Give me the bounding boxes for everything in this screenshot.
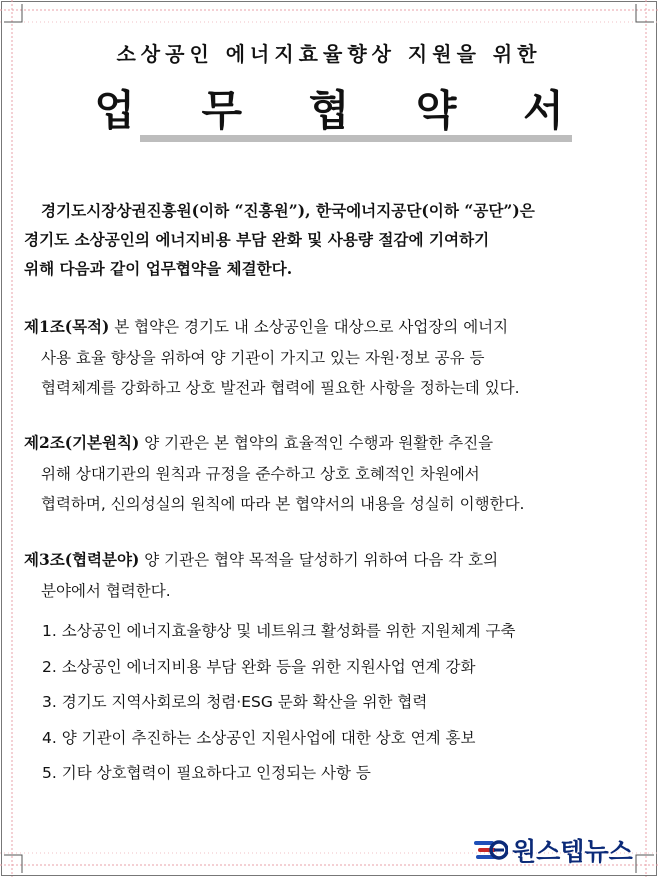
article-1 — [24, 312, 638, 404]
document-subtitle: 소상공인 에너지효율향상 지원을 위한 — [116, 42, 542, 66]
article-1-text-start: 본 협약은 경기도 내 소상공인을 대상으로 사업장의 에너지 — [109, 318, 509, 336]
cooperation-item-list — [42, 614, 642, 792]
cooperation-item-5: 5. 기타 상호협력이 필요하다고 인정되는 사항 등 — [42, 764, 371, 782]
speed-lines-icon — [474, 836, 508, 864]
news-watermark-logo — [474, 832, 644, 868]
article-2-text-start: 양 기관은 본 협약의 효율적인 수행과 원활한 추진을 — [139, 434, 494, 452]
intro-line-1: 경기도시장상권진흥원(이하 “진흥원”), 한국에너지공단(이하 “공단”)은 — [41, 201, 535, 220]
article-2-first-line — [24, 428, 638, 459]
intro-line-3: 위해 다음과 같이 업무협약을 체결한다. — [24, 259, 293, 278]
article-3 — [24, 545, 638, 606]
article-1-line-3: 협력체계를 강화하고 상호 발전과 협력에 필요한 사항을 정하는데 있다. — [41, 379, 520, 397]
watermark-text: 원스텝뉴스 — [512, 837, 633, 866]
article-2-line-2: 위해 상대기관의 원칙과 규정을 준수하고 상호 호혜적인 차원에서 — [41, 464, 480, 483]
article-3-line-2: 분야에서 협력한다. — [41, 581, 171, 600]
intro-line-2: 경기도 소상공인의 에너지비용 부담 완화 및 사용량 절감에 기여하기 — [24, 230, 490, 249]
article-2-line-3: 협력하며, 신의성실의 원칙에 따라 본 협약서의 내용을 성실히 이행한다. — [41, 495, 525, 513]
article-3-text-start: 양 기관은 협약 목적을 달성하기 위하여 다음 각 호의 — [139, 551, 499, 569]
article-1-heading: 제1조(목적) — [24, 317, 110, 336]
article-2 — [24, 428, 638, 520]
title-underline-bar — [140, 135, 572, 142]
article-3-first-line — [24, 545, 638, 576]
cooperation-item-2: 2. 소상공인 에너지비용 부담 완화 등을 위한 지원사업 연계 강화 — [42, 657, 476, 676]
article-1-line-2: 사용 효율 향상을 위하여 양 기관이 가지고 있는 자원·정보 공유 등 — [41, 348, 485, 367]
article-2-heading: 제2조(기본원칙) — [24, 433, 140, 452]
cooperation-item-4: 4. 양 기관이 추진하는 소상공인 지원사업에 대한 상호 연계 홍보 — [42, 728, 476, 747]
intro-paragraph — [24, 196, 638, 283]
cooperation-item-1: 1. 소상공인 에너지효율향상 및 네트워크 활성화를 위한 지원체계 구축 — [42, 622, 516, 640]
article-3-heading: 제3조(협력분야) — [24, 550, 140, 569]
document-title: 업 무 협 약 서 — [94, 86, 590, 135]
cooperation-item-3: 3. 경기도 지역사회로의 청렴·ESG 문화 확산을 위한 협력 — [42, 693, 428, 711]
article-1-first-line — [24, 312, 638, 343]
